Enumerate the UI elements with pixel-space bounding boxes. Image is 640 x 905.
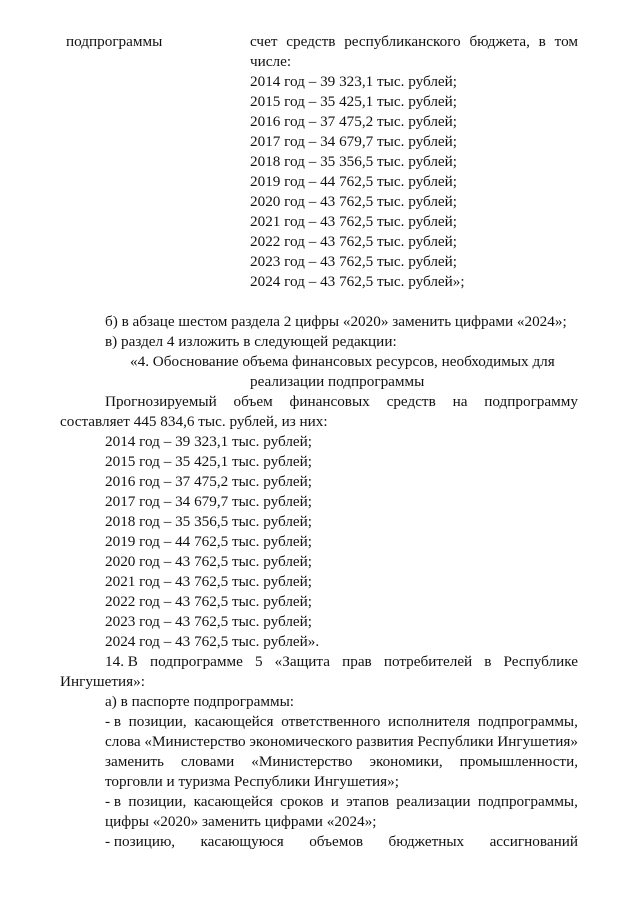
word: Республики <box>417 733 494 750</box>
year-amount-line: 2017 год – 34 679,7 тыс. рублей; <box>105 493 313 510</box>
para-v: в) раздел 4 изложить в следующей редакции: <box>105 333 397 350</box>
position-2-line-2: цифры «2020» заменить цифрами «2024»; <box>105 813 377 830</box>
word: бюджета, <box>469 33 530 50</box>
position-3-line-1 <box>105 832 578 852</box>
word: ассигнований <box>489 833 578 850</box>
word: промышленности, <box>459 753 578 770</box>
word: позиции, <box>128 713 187 730</box>
word: Республике <box>503 653 578 670</box>
item-14-line-2: Ингушетия»: <box>60 673 145 690</box>
word: подпрограмме <box>150 653 243 670</box>
word: 5 <box>254 653 263 670</box>
position-1-line-3 <box>105 752 578 772</box>
position-2-line-1 <box>105 792 578 812</box>
word: - в <box>105 713 122 730</box>
word: потребителей <box>383 653 473 670</box>
word: слова <box>105 733 141 750</box>
year-amount-line: 2024 год – 43 762,5 тыс. рублей»; <box>250 273 465 290</box>
forecast-line-2: составляет 445 834,6 тыс. рублей, из них: <box>60 413 328 430</box>
word: бюджетных <box>388 833 465 850</box>
year-amount-line: 2014 год – 39 323,1 тыс. рублей; <box>250 73 458 90</box>
year-amount-line: 2023 год – 43 762,5 тыс. рублей; <box>250 253 458 270</box>
para-b: б) в абзаце шестом раздела 2 цифры «2020» заменить цифрами «2024»; <box>105 313 567 330</box>
word: подпрограммы, <box>477 793 578 810</box>
word: в <box>484 653 492 670</box>
year-amount-line: 2019 год – 44 762,5 тыс. рублей; <box>250 173 458 190</box>
position-1-line-4: торговли и туризма Республики Ингушетия»; <box>105 773 399 790</box>
year-amount-line: 2022 год – 43 762,5 тыс. рублей; <box>250 233 458 250</box>
table-right-line-1 <box>250 32 578 52</box>
word: исполнителя <box>388 713 471 730</box>
year-amount-line: 2021 год – 43 762,5 тыс. рублей; <box>250 213 458 230</box>
year-amount-line: 2022 год – 43 762,5 тыс. рублей; <box>105 593 313 610</box>
year-amount-line: 2019 год – 44 762,5 тыс. рублей; <box>105 533 313 550</box>
word: «Министерство <box>251 753 353 770</box>
word: финансовых <box>289 393 370 410</box>
word: Прогнозируемый <box>105 393 217 410</box>
word: в <box>538 33 546 50</box>
position-1-line-1 <box>105 712 578 732</box>
word: подпрограммы, <box>477 713 578 730</box>
year-amount-line: 2015 год – 35 425,1 тыс. рублей; <box>105 453 313 470</box>
word: сроков <box>280 793 324 810</box>
word: ответственного <box>281 713 381 730</box>
word: средств <box>386 393 436 410</box>
word: объемов <box>309 833 364 850</box>
word: касающейся <box>193 793 273 810</box>
year-amount-line: 2023 год – 43 762,5 тыс. рублей; <box>105 613 313 630</box>
year-amount-line: 2018 год – 35 356,5 тыс. рублей; <box>250 153 458 170</box>
year-amount-line: 2014 год – 39 323,1 тыс. рублей; <box>105 433 313 450</box>
year-amount-line: 2016 год – 37 475,2 тыс. рублей; <box>250 113 458 130</box>
year-amount-line: 2020 год – 43 762,5 тыс. рублей; <box>105 553 313 570</box>
word: объем <box>233 393 273 410</box>
word: подпрограмму <box>484 393 578 410</box>
year-amount-line: 2021 год – 43 762,5 тыс. рублей; <box>105 573 313 590</box>
word: - в <box>105 793 122 810</box>
word: прав <box>342 653 372 670</box>
word: заменить <box>105 753 164 770</box>
word: - позицию, <box>105 833 176 850</box>
forecast-line-1 <box>105 392 578 412</box>
para-a: а) в паспорте подпрограммы: <box>105 693 294 710</box>
word: реализации <box>396 793 471 810</box>
position-1-line-2 <box>105 732 578 752</box>
section-title-line-2: реализации подпрограммы <box>250 373 425 390</box>
table-left-cell: подпрограммы <box>66 33 163 50</box>
word: «Защита <box>274 653 330 670</box>
word: средств <box>286 33 336 50</box>
section-title-line-1: «4. Обоснование объема финансовых ресурсов, необходимых для <box>130 353 555 370</box>
word: словами <box>180 753 235 770</box>
item-14-line-1 <box>105 652 578 672</box>
year-amount-line: 2017 год – 34 679,7 тыс. рублей; <box>250 133 458 150</box>
word: касающейся <box>194 713 274 730</box>
word: позиции, <box>128 793 187 810</box>
word: Ингушетия» <box>497 733 578 750</box>
year-amount-line: 2024 год – 43 762,5 тыс. рублей». <box>105 633 320 650</box>
year-amount-line: 2020 год – 43 762,5 тыс. рублей; <box>250 193 458 210</box>
word: касающуюся <box>200 833 284 850</box>
word: на <box>452 393 468 410</box>
word: и <box>330 793 339 810</box>
word: счет <box>250 33 278 50</box>
word: экономического <box>249 733 353 750</box>
word: развития <box>356 733 414 750</box>
word: республиканского <box>344 33 461 50</box>
year-amount-line: 2018 год – 35 356,5 тыс. рублей; <box>105 513 313 530</box>
year-amount-line: 2015 год – 35 425,1 тыс. рублей; <box>250 93 458 110</box>
year-amount-line: 2016 год – 37 475,2 тыс. рублей; <box>105 473 313 490</box>
word: том <box>554 33 578 50</box>
word: этапов <box>346 793 389 810</box>
word: экономики, <box>369 753 443 770</box>
word: «Министерство <box>144 733 246 750</box>
table-right-line-2: числе: <box>250 53 292 70</box>
word: 14. В <box>105 653 138 670</box>
